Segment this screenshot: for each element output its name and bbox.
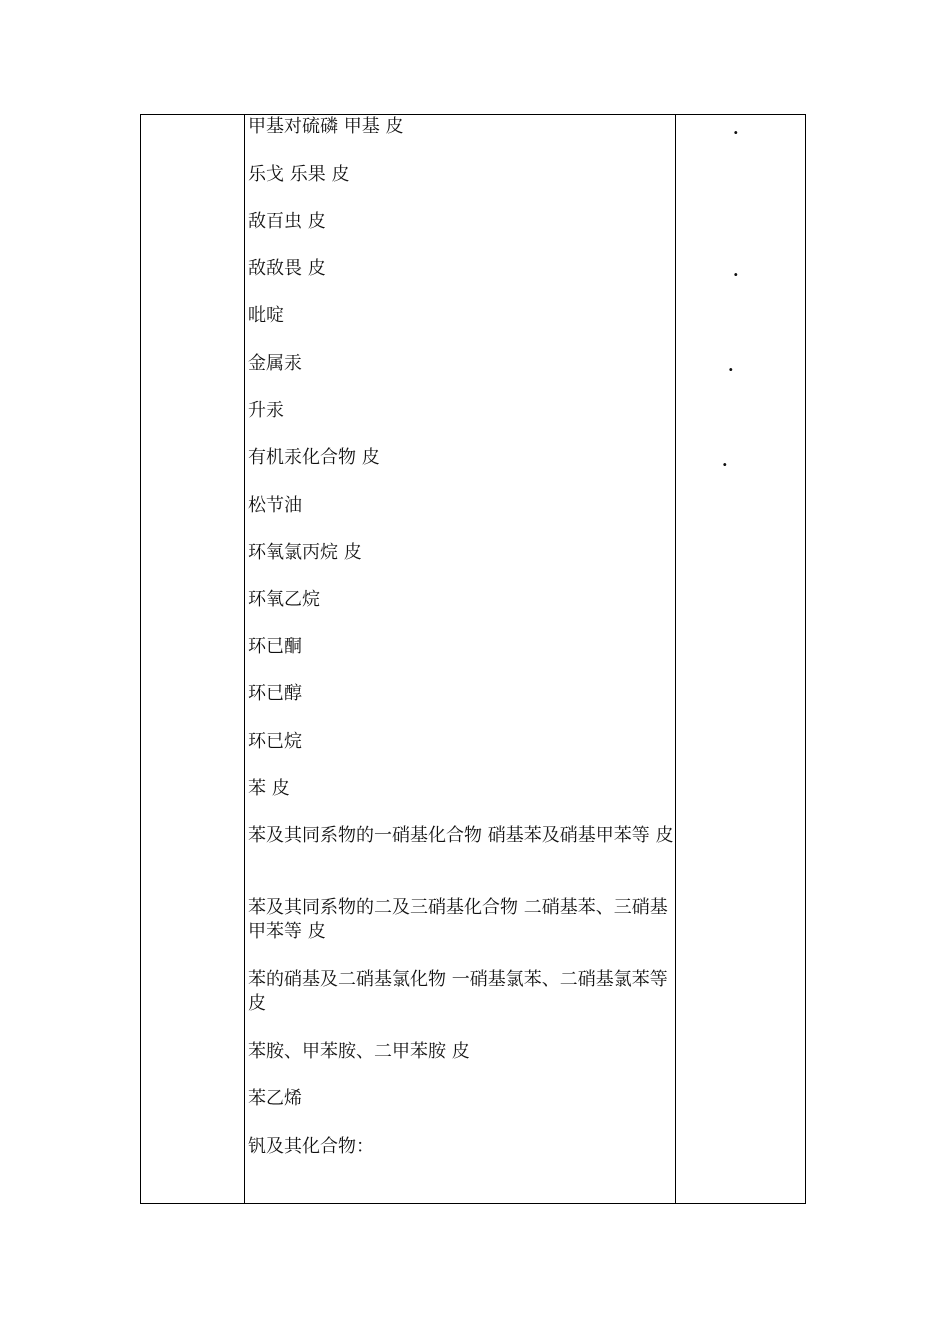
table-cell-substance-list [245,115,675,1203]
list-item: 吡啶 [248,305,284,326]
list-item: 敌百虫 皮 [248,211,326,232]
list-item: 乐戈 乐果 皮 [248,164,350,185]
list-item: 苯胺、甲苯胺、二甲苯胺 皮 [248,1041,470,1062]
list-item: 苯乙烯 [248,1088,302,1109]
list-item: 环已烷 [248,731,302,752]
dot-mark: . [733,261,739,280]
list-item: 苯及其同系物的一硝基化合物 硝基苯及硝基甲苯等 皮 [248,825,674,846]
list-item: 钒及其化合物： [248,1136,374,1157]
list-item: 环已醇 [248,683,302,704]
list-item: 敌敌畏 皮 [248,258,326,279]
dot-mark: . [728,356,734,375]
list-item: 有机汞化合物 皮 [248,447,380,468]
list-item: 环氧乙烷 [248,589,320,610]
list-item: 环已酮 [248,636,302,657]
list-item: 金属汞 [248,353,302,374]
table-cell-right-marks [676,115,805,1203]
list-item: 升汞 [248,400,284,421]
list-item: 环氧氯丙烷 皮 [248,542,362,563]
list-item: 苯的硝基及二硝基氯化物 一硝基氯苯、二硝基氯苯等 皮 [248,969,668,1014]
dot-mark: . [733,119,739,138]
list-item: 甲基对硫磷 甲基 皮 [248,116,404,137]
document-table [140,114,806,1204]
list-item: 松节油 [248,495,302,516]
list-item: 苯 皮 [248,778,290,799]
list-item: 苯及其同系物的二及三硝基化合物 二硝基苯、三硝基甲苯等 皮 [248,897,668,942]
dot-mark: . [722,451,728,470]
